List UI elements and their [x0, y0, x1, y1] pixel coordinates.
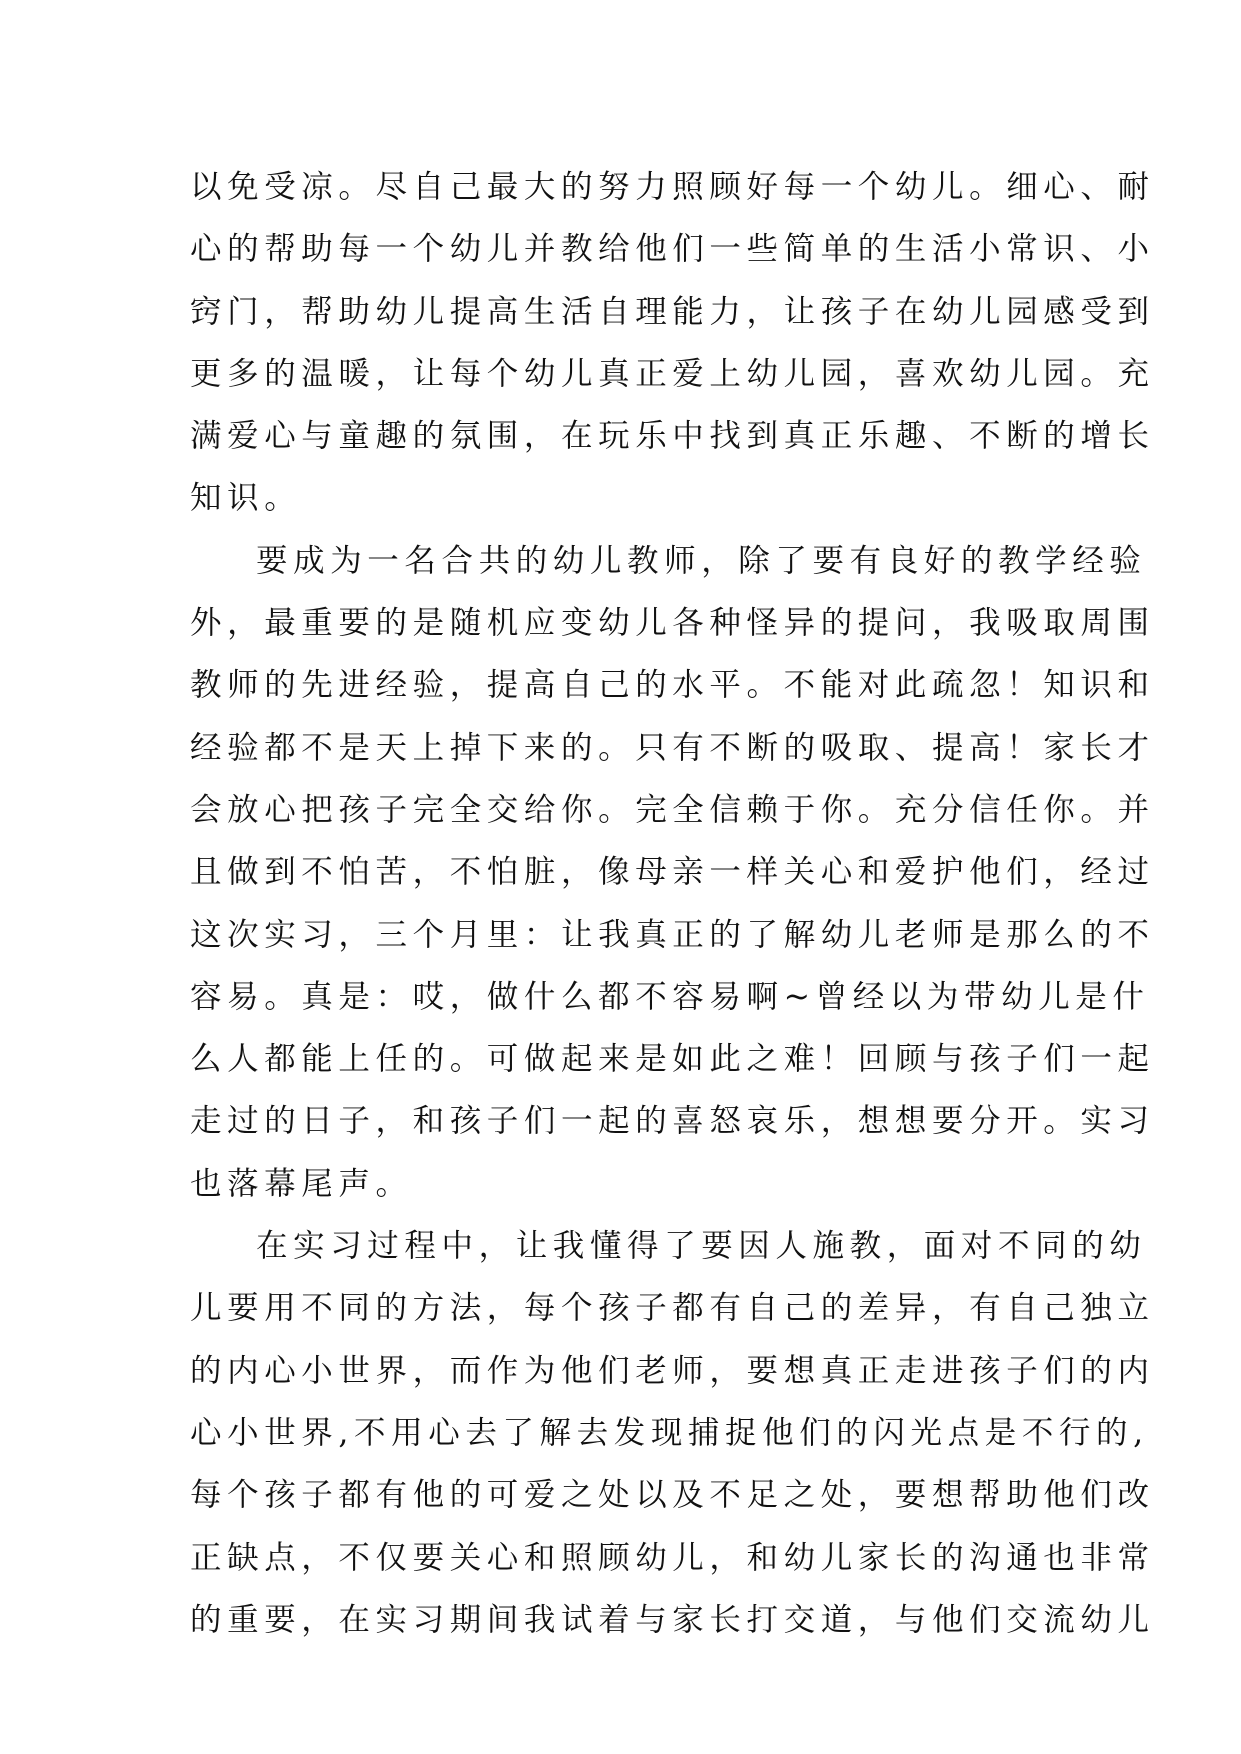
text-line: 经验都不是天上掉下来的。只有不断的吸取、提高！家长才	[190, 729, 1155, 766]
text-line: 满爱心与童趣的氛围，在玩乐中找到真正乐趣、不断的增长	[190, 418, 1155, 455]
text-line: 更多的温暖，让每个幼儿真正爱上幼儿园，喜欢幼儿园。充	[190, 355, 1155, 392]
text-line: 正缺点，不仅要关心和照顾幼儿，和幼儿家长的沟通也非常	[190, 1539, 1155, 1576]
text-line: 教师的先进经验，提高自己的水平。不能对此疏忽！知识和	[190, 667, 1155, 704]
text-line: 容易。真是：哎，做什么都不容易啊~曾经以为带幼儿是什	[190, 978, 1150, 1015]
text-line-paragraph-start: 要成为一名合共的幼儿教师，除了要有良好的教学经验	[256, 542, 1147, 579]
text-line: 知识。	[190, 480, 302, 517]
text-line: 也落幕尾声。	[190, 1165, 413, 1202]
text-line: 的重要，在实习期间我试着与家长打交道，与他们交流幼儿	[190, 1601, 1155, 1638]
text-line: 么人都能上任的。可做起来是如此之难！回顾与孩子们一起	[190, 1041, 1155, 1078]
text-line: 这次实习，三个月里：让我真正的了解幼儿老师是那么的不	[190, 916, 1155, 953]
text-line: 走过的日子，和孩子们一起的喜怒哀乐，想想要分开。实习	[190, 1103, 1155, 1140]
text-line: 窍门，帮助幼儿提高生活自理能力，让孩子在幼儿园感受到	[190, 293, 1155, 330]
text-line-paragraph-start: 在实习过程中，让我懂得了要因人施教，面对不同的幼	[256, 1228, 1147, 1265]
text-line: 会放心把孩子完全交给你。完全信赖于你。充分信任你。并	[190, 791, 1155, 828]
text-line: 以免受凉。尽自己最大的努力照顾好每一个幼儿。细心、耐	[190, 169, 1155, 205]
text-line: 外，最重要的是随机应变幼儿各种怪异的提问，我吸取周围	[190, 605, 1155, 642]
text-line: 心的帮助每一个幼儿并教给他们一些简单的生活小常识、小	[190, 231, 1155, 268]
text-line: 的内心小世界，而作为他们老师，要想真正走进孩子们的内	[190, 1352, 1155, 1389]
document-body	[190, 156, 1155, 1651]
text-line: 每个孩子都有他的可爱之处以及不足之处，要想帮助他们改	[190, 1477, 1155, 1514]
text-line: 且做到不怕苦，不怕脏，像母亲一样关心和爱护他们，经过	[190, 854, 1155, 891]
text-line: 儿要用不同的方法，每个孩子都有自己的差异，有自己独立	[190, 1290, 1155, 1327]
text-line: 心小世界,不用心去了解去发现捕捉他们的闪光点是不行的,	[190, 1414, 1149, 1451]
